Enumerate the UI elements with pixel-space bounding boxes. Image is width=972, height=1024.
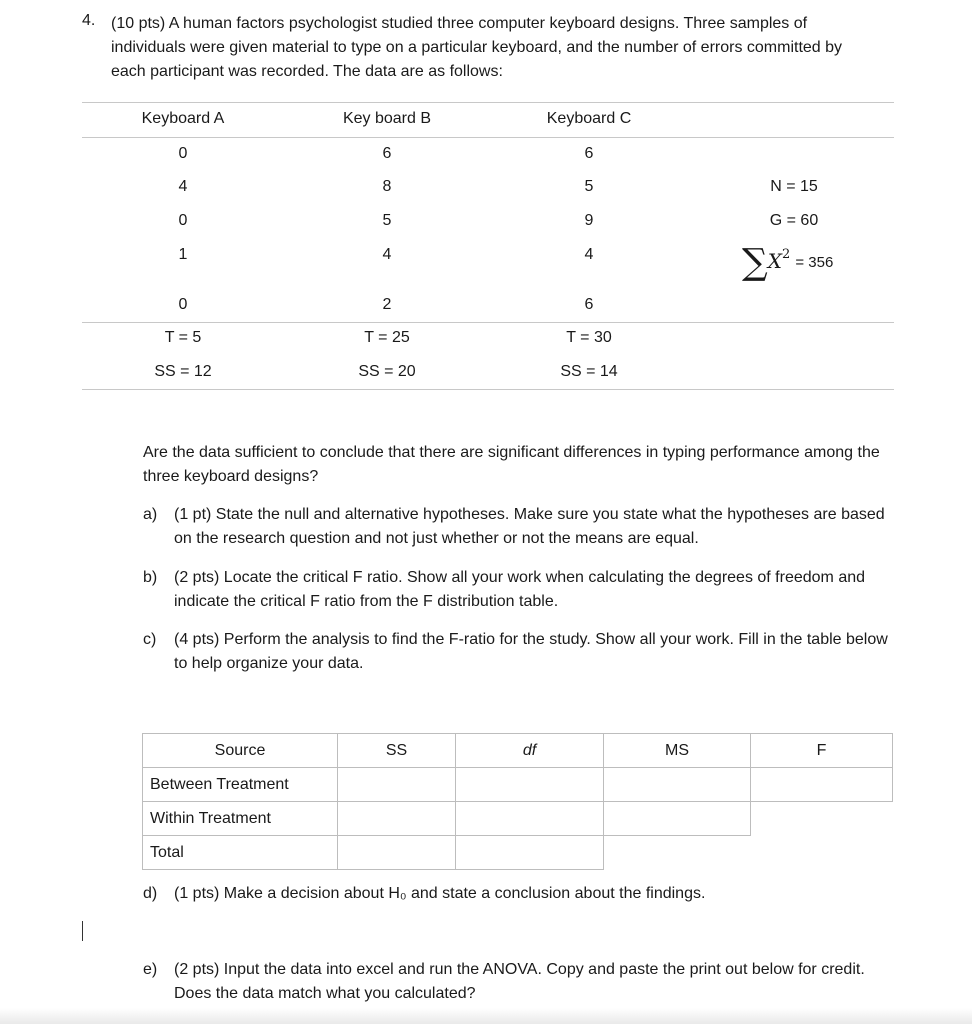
table-row [143,734,893,768]
table-cell: 2 [382,296,392,313]
table-cell: 4 [382,246,392,263]
anova-input-cell[interactable] [751,768,893,802]
sigma-symbol: ∑ [742,242,768,283]
table-cell: 0 [178,296,188,313]
intro-question: Are the data sufficient to conclude that there are significant differences in typing performance among the three keyboard designs? [143,444,880,485]
anova-row-within: Within Treatment [143,802,338,836]
table-top-rule [82,102,894,103]
question-number: 4. [82,12,96,29]
text-cursor [82,921,83,941]
table-cell: 5 [382,212,392,229]
sigma-superscript: 2 [781,247,791,262]
anova-input-cell[interactable] [338,768,456,802]
ss-b: SS = 20 [358,363,416,380]
total-b: T = 25 [364,329,410,346]
anova-input-cell[interactable] [604,768,751,802]
sigma-value: = 356 [795,254,834,271]
anova-row-between: Between Treatment [143,768,338,802]
page-bottom-edge [0,1008,972,1024]
anova-input-cell[interactable] [456,836,604,870]
table-cell: 8 [382,178,392,195]
table-cell: 5 [584,178,594,195]
table-totals-rule [82,322,894,323]
table-cell: 6 [382,145,392,162]
table-row [143,802,893,836]
empty-cell [751,836,893,870]
anova-table [142,733,893,870]
part-label: e) [143,961,158,978]
header-keyboard-a: Keyboard A [141,110,225,127]
table-cell: 4 [584,246,594,263]
part-text: (2 pts) Locate the critical F ratio. Show all your work when calculating the degrees of freedom and indicate the critical F ratio from the F distribution table. [174,569,866,610]
question-text: (10 pts) A human factors psychologist studied three computer keyboard designs. Three samples of individuals were given material to type on a particular keyboard, and the number of errors committed by each participant was recorded. The data are as follows: [111,15,843,80]
part-label: b) [143,569,158,586]
table-cell: 4 [178,178,188,195]
anova-header-f: F [751,734,893,768]
anova-header-ss: SS [338,734,456,768]
anova-input-cell[interactable] [456,802,604,836]
anova-header-source: Source [143,734,338,768]
part-text: (4 pts) Perform the analysis to find the F-ratio for the study. Show all your work. Fill in the table below to help organize your data. [174,631,888,672]
summary-n: N = 15 [770,178,818,195]
anova-header-df: df [456,734,604,768]
table-cell: 6 [584,145,594,162]
table-bottom-rule [82,389,894,390]
part-label: c) [143,631,157,648]
table-cell: 0 [178,145,188,162]
total-a: T = 5 [164,329,202,346]
empty-cell [604,836,751,870]
summary-g: G = 60 [769,212,819,229]
ss-c: SS = 14 [560,363,618,380]
sum-x-squared [742,242,834,283]
part-label: d) [143,885,158,902]
anova-row-total: Total [143,836,338,870]
part-text: (1 pts) Make a decision about H₀ and state a conclusion about the findings. [174,885,706,902]
empty-cell [751,802,893,836]
anova-input-cell[interactable] [604,802,751,836]
table-header-rule [82,137,894,138]
anova-input-cell[interactable] [338,802,456,836]
header-keyboard-b: Key board B [342,110,432,127]
part-text: (1 pt) State the null and alternative hypotheses. Make sure you state what the hypotheses are based on the research question and not just whether or not the means are equal. [174,506,885,547]
total-c: T = 30 [566,329,612,346]
table-cell: 1 [178,246,188,263]
table-row [143,768,893,802]
header-keyboard-c: Keyboard C [546,110,632,127]
ss-a: SS = 12 [154,363,212,380]
anova-input-cell[interactable] [338,836,456,870]
anova-input-cell[interactable] [456,768,604,802]
anova-header-ms: MS [604,734,751,768]
part-text: (2 pts) Input the data into excel and run the ANOVA. Copy and paste the print out below for credit. Does the data match what you calculated? [174,961,865,1002]
table-row [143,836,893,870]
part-label: a) [143,506,158,523]
table-cell: 9 [584,212,594,229]
sigma-variable: X [767,249,782,273]
table-cell: 0 [178,212,188,229]
table-cell: 6 [584,296,594,313]
